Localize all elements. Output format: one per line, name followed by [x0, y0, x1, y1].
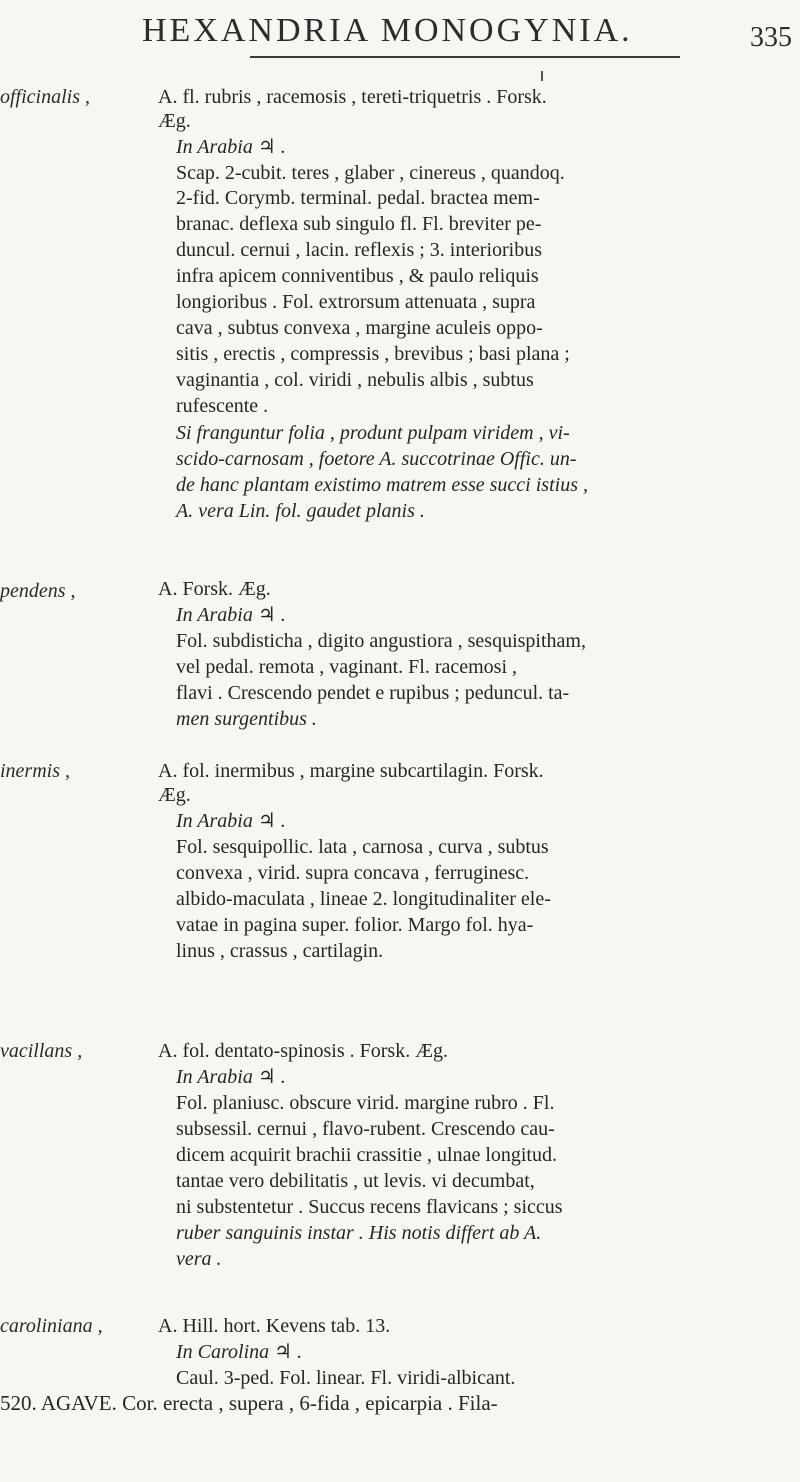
page-number: 335	[750, 22, 792, 53]
text-line: infra apicem conniventibus , & paulo reliquis	[176, 265, 539, 287]
text-line: vel pedal. remota , vaginant. Fl. racemosi ,	[176, 656, 518, 678]
text-line: flavi . Crescendo pendet e rupibus ; peduncul. ta-	[176, 682, 570, 704]
text-line: longioribus . Fol. extrorsum attenuata , supra	[176, 291, 536, 313]
text-line: A. fl. rubris , racemosis , tereti-triquetris . Forsk.	[158, 86, 547, 108]
text-line: Scap. 2-cubit. teres , glaber , cinereus , quandoq.	[176, 162, 565, 184]
text-line: de hanc plantam existimo matrem esse succi istius ,	[176, 474, 588, 496]
text-line: Fol. sesquipollic. lata , carnosa , curva , subtus	[176, 836, 549, 858]
text-line: ruber sanguinis instar . His notis differt ab A.	[176, 1222, 542, 1244]
text-line: A. Hill. hort. Kevens tab. 13.	[158, 1315, 391, 1337]
text-line: ni substentetur . Succus recens flavicans ; siccus	[176, 1196, 563, 1218]
header-rule	[250, 56, 680, 58]
text-line: vaginantia , col. viridi , nebulis albis , subtus	[176, 369, 534, 391]
text-line: A. fol. inermibus , margine subcartilagin. Forsk.	[158, 760, 544, 782]
text-line: albido-maculata , lineae 2. longitudinaliter ele-	[176, 888, 551, 910]
text-line: men surgentibus .	[176, 708, 317, 730]
species-label-officinalis: officinalis ,	[0, 86, 90, 108]
text-line: In Arabia ♃ .	[176, 604, 286, 626]
running-head: HEXANDRIA MONOGYNIA.	[142, 12, 633, 49]
text-line: vera .	[176, 1248, 222, 1270]
text-line: A. vera Lin. fol. gaudet planis .	[176, 500, 425, 522]
species-label-inermis: inermis ,	[0, 760, 70, 782]
text-line: scido-carnosam , foetore A. succotrinae Offic. un-	[176, 448, 577, 470]
text-line: A. Forsk. Æg.	[158, 578, 271, 600]
text-line: convexa , virid. supra concava , ferruginesc.	[176, 862, 530, 884]
species-label-caroliniana: caroliniana ,	[0, 1315, 103, 1337]
text-line: Fol. planiusc. obscure virid. margine rubro . Fl.	[176, 1092, 555, 1114]
text-line: Æg.	[158, 110, 191, 132]
text-line: cava , subtus convexa , margine aculeis oppo-	[176, 317, 543, 339]
text-line: Fol. subdisticha , digito angustiora , sesquispitham,	[176, 630, 586, 652]
text-line: subsessil. cernui , flavo-rubent. Crescendo cau-	[176, 1118, 555, 1140]
text-line: vatae in pagina super. folior. Margo fol. hya-	[176, 914, 534, 936]
text-line: dicem acquirit brachii crassitie , ulnae longitud.	[176, 1144, 557, 1166]
text-line: tantae vero debilitatis , ut levis. vi decumbat,	[176, 1170, 535, 1192]
genus-heading-agave: 520. AGAVE. Cor. erecta , supera , 6-fida , epicarpia . Fila-	[0, 1391, 498, 1415]
species-label-pendens: pendens ,	[0, 580, 76, 602]
text-line: duncul. cernui , lacin. reflexis ; 3. interioribus	[176, 239, 543, 261]
text-line: In Arabia ♃ .	[176, 1066, 286, 1088]
text-line: linus , crassus , cartilagin.	[176, 940, 384, 962]
text-line: In Arabia ♃ .	[176, 810, 286, 832]
text-line: branac. deflexa sub singulo fl. Fl. breviter pe-	[176, 213, 542, 235]
text-line: 2-fid. Corymb. terminal. pedal. bractea mem-	[176, 187, 540, 209]
text-line: Æg.	[158, 784, 191, 806]
printer-mark	[541, 71, 543, 81]
text-line: In Carolina ♃ .	[176, 1341, 303, 1363]
text-line: Si franguntur folia , produnt pulpam viridem , vi-	[176, 422, 570, 444]
text-line: sitis , erectis , compressis , brevibus ; basi plana ;	[176, 343, 570, 365]
species-label-vacillans: vacillans ,	[0, 1040, 83, 1062]
text-line: rufescente .	[176, 395, 269, 417]
text-line: Caul. 3-ped. Fol. linear. Fl. viridi-albicant.	[176, 1367, 516, 1389]
text-line: In Arabia ♃ .	[176, 136, 286, 158]
text-line: A. fol. dentato-spinosis . Forsk. Æg.	[158, 1040, 448, 1062]
